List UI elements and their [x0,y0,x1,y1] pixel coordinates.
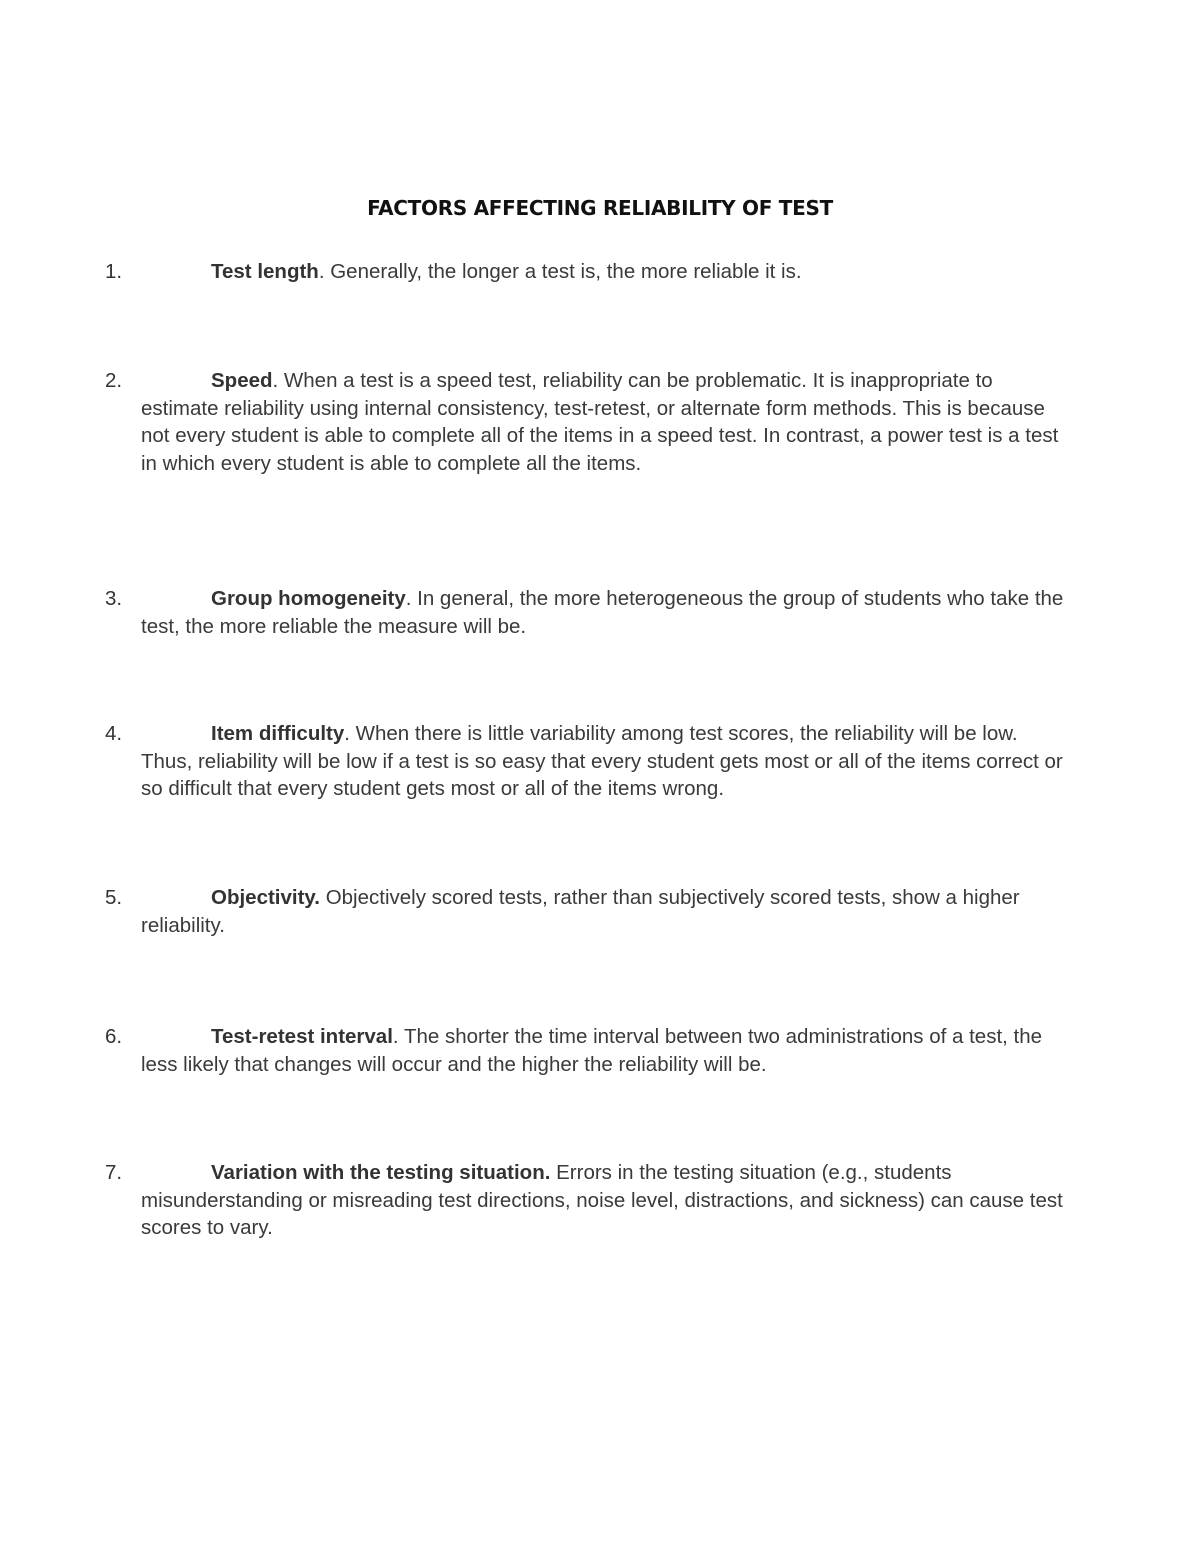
item-text: . In general, the more heterogeneous the group of students who take the test, the more reliable the measure will be. [141,587,1064,638]
item-number: 5. [105,886,123,909]
item-number: 4. [105,722,123,745]
item-term: Test-retest interval [211,1025,393,1048]
item-text: Objectively scored tests, rather than subjectively scored tests, show a higher reliability. [141,886,1020,937]
list-item [105,1023,1066,1078]
item-term: Variation with the testing situation. [211,1161,551,1184]
item-text: . The shorter the time interval between two administrations of a test, the less likely that changes will occur and the higher the reliability will be. [141,1025,1043,1076]
item-number: 2. [105,369,123,392]
item-number: 1. [105,260,123,283]
item-number: 6. [105,1025,123,1048]
list-item [105,884,1066,939]
item-number: 7. [105,1161,123,1184]
list-item [105,720,1066,803]
item-term: Group homogeneity [211,587,406,610]
list-item [105,258,1066,286]
item-number: 3. [105,587,123,610]
list-item [105,585,1066,640]
item-term: Test length [211,260,319,283]
item-text: . When there is little variability among test scores, the reliability will be low. Thus, reliability will be low if a test is so easy that every student gets most or all of the items correct or so difficult that every student gets most or all of the items wrong. [141,722,1063,800]
item-text: . When a test is a speed test, reliability can be problematic. It is inappropriate to estimate reliability using internal consistency, test-retest, or alternate form methods. This is because not every student is able to complete all of the items in a speed test. In contrast, a power test is a test in which every student is able to complete all the items. [141,369,1059,475]
page-title: FACTORS AFFECTING RELIABILITY OF TEST [367,196,833,220]
item-term: Speed [211,369,273,392]
list-item [105,367,1066,477]
item-term: Objectivity. [211,886,320,909]
item-term: Item difficulty [211,722,345,745]
item-text: Errors in the testing situation (e.g., students misunderstanding or misreading test directions, noise level, distractions, and sickness) can cause test scores to vary. [141,1161,1063,1239]
item-text: . Generally, the longer a test is, the more reliable it is. [318,260,802,283]
list-item [105,1159,1066,1242]
